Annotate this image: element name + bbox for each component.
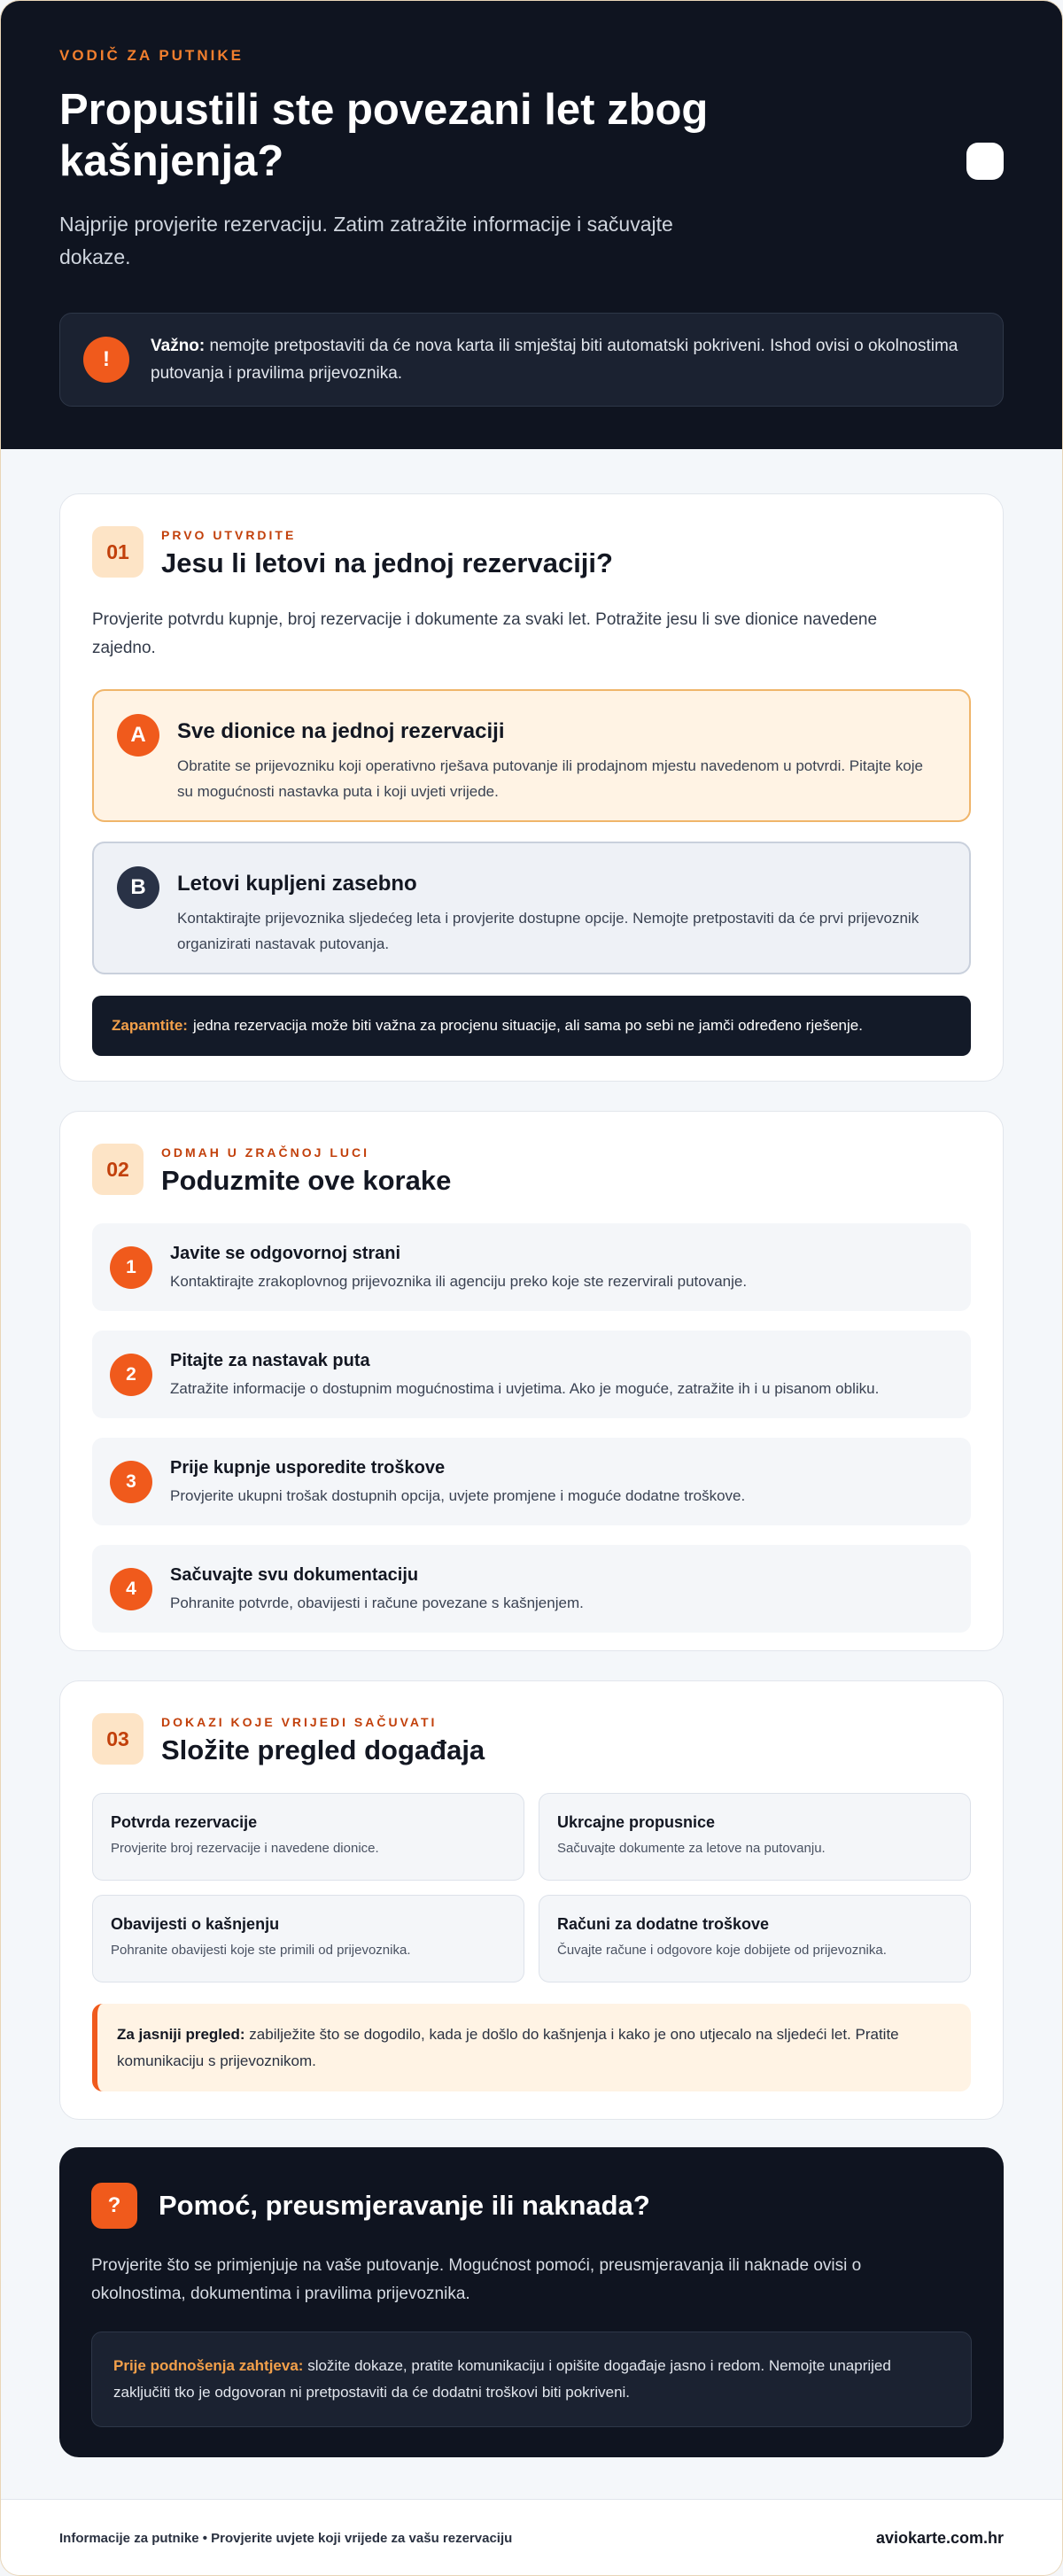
step-title: Sačuvajte svu dokumentaciju — [170, 1565, 419, 1585]
page-title: Propustili ste povezani let zbog kašnjenja? — [59, 86, 709, 185]
remember-text: jedna rezervacija može biti važna za procjenu situacije, ali sama po sebi ne jamči određeno rješenje. — [192, 1017, 863, 1034]
step-item — [92, 1223, 971, 1311]
step-title: Pitajte za nastavak puta — [170, 1351, 370, 1370]
evidence-item — [539, 1793, 971, 1881]
warning-icon: ! — [83, 337, 129, 383]
tip-strong: Za jasniji pregled: — [117, 2025, 245, 2043]
section-kicker: ODMAH U ZRAČNOJ LUCI — [161, 1145, 369, 1160]
option-separate-booking — [92, 842, 971, 974]
footer — [1, 2499, 1062, 2576]
step-number: 2 — [110, 1354, 152, 1396]
evidence-item — [92, 1895, 524, 1982]
step-item — [92, 1438, 971, 1525]
hero-decoration — [966, 143, 1004, 180]
important-notice — [59, 313, 1004, 407]
section-number: 03 — [92, 1713, 144, 1765]
step-title: Prije kupnje usporedite troškove — [170, 1458, 446, 1478]
step-item — [92, 1545, 971, 1633]
section-kicker: DOKAZI KOJE VRIJEDI SAČUVATI — [161, 1715, 438, 1729]
before-claim-strong: Prije podnošenja zahtjeva: — [113, 2357, 304, 2374]
section-number: 01 — [92, 526, 144, 578]
option-badge: B — [117, 866, 159, 909]
evidence-item — [539, 1895, 971, 1982]
tip-text — [117, 2021, 951, 2075]
section-number: 02 — [92, 1144, 144, 1195]
evidence-grid — [92, 1793, 971, 1982]
footer-site[interactable]: aviokarte.com.hr — [875, 2529, 1004, 2547]
footer-info: Informacije za putnike • Provjerite uvjete koji vrijede za vašu rezervaciju — [59, 2531, 513, 2546]
overview-tip — [92, 2004, 971, 2091]
section-title: Poduzmite ove korake — [161, 1165, 452, 1196]
evidence-text: Čuvajte račune i odgovore koje dobijete od prijevoznika. — [557, 1943, 887, 1958]
help-header — [91, 2183, 972, 2229]
option-title: Sve dionice na jednoj rezervaciji — [177, 719, 505, 743]
evidence-text: Pohranite obavijesti koje ste primili od prijevoznika. — [111, 1943, 411, 1958]
section-booking-check — [59, 493, 1004, 1082]
step-number: 3 — [110, 1461, 152, 1503]
hero-eyebrow: VODIČ ZA PUTNIKE — [59, 47, 244, 64]
help-section — [59, 2147, 1004, 2457]
step-title: Javite se odgovornoj strani — [170, 1244, 401, 1263]
step-text: Kontaktirajte zrakoplovnog prijevoznika ili agenciju preko koje ste rezervirali putovanje. — [170, 1273, 748, 1290]
remember-note — [92, 996, 971, 1056]
option-title: Letovi kupljeni zasebno — [177, 872, 417, 896]
before-claim-text — [113, 2353, 950, 2406]
section-airport-steps — [59, 1111, 1004, 1651]
section-header — [92, 1713, 971, 1766]
question-icon: ? — [91, 2183, 137, 2229]
option-single-booking — [92, 689, 971, 822]
tip-body: zabilježite što se dogodilo, kada je došlo do kašnjenja i kako je ono utjecalo na sljedeći let. Pratite komunikaciju s prijevoznikom. — [117, 2025, 899, 2069]
step-number: 4 — [110, 1568, 152, 1610]
section-header — [92, 526, 971, 579]
step-text: Zatražite informacije o dostupnim mogućnostima i uvjetima. Ako je moguće, zatražite ih i u pisanom obliku. — [170, 1380, 880, 1397]
before-claim-box — [91, 2332, 972, 2427]
help-description: Provjerite što se primjenjuje na vaše putovanje. Mogućnost pomoći, preusmjeravanja ili naknade ovisi o okolnostima, dokumentima i pravilima prijevoznika. — [91, 2256, 862, 2303]
section-title: Složite pregled događaja — [161, 1734, 485, 1765]
section-kicker: PRVO UTVRDITE — [161, 528, 297, 542]
section-header — [92, 1144, 971, 1197]
evidence-title: Računi za dodatne troškove — [557, 1915, 770, 1933]
option-text: Obratite se prijevozniku koji operativno rješava putovanje ili prodajnom mjestu navedenom u potvrdi. Pitajte koje su mogućnosti nastavka puta i koji uvjeti vrijede. — [177, 757, 923, 800]
before-claim-body: složite dokaze, pratite komunikaciju i opišite događaje jasno i redom. Nemojte unaprijed zaključiti tko je odgovoran ni pretpostaviti da će dodatni troškovi biti pokriveni. — [113, 2357, 891, 2401]
step-number: 1 — [110, 1246, 152, 1289]
option-text: Kontaktirajte prijevoznika sljedećeg leta i provjerite dostupne opcije. Nemojte pretpostaviti da će prvi prijevoznik organizirati nastavak putovanja. — [177, 910, 919, 952]
section-description: Provjerite potvrdu kupnje, broj rezervacije i dokumente za svaki let. Potražite jesu li sve dionice navedene zajedno. — [92, 610, 878, 657]
evidence-title: Obavijesti o kašnjenju — [111, 1915, 280, 1933]
notice-text — [151, 332, 980, 387]
evidence-text: Provjerite broj rezervacije i navedene dionice. — [111, 1841, 379, 1856]
section-title: Jesu li letovi na jednoj rezervaciji? — [161, 547, 613, 578]
step-item — [92, 1331, 971, 1418]
section-evidence — [59, 1680, 1004, 2120]
notice-strong: Važno: — [151, 337, 206, 355]
notice-body: nemojte pretpostaviti da će nova karta ili smještaj biti automatski pokriveni. Ishod ovisi o okolnostima putovanja i pravilima prijevoznika. — [151, 337, 958, 383]
evidence-title: Ukrcajne propusnice — [557, 1813, 716, 1831]
evidence-item — [92, 1793, 524, 1881]
hero-lead: Najprije provjerite rezervaciju. Zatim zatražite informacije i sačuvajte dokaze. — [59, 213, 673, 268]
step-text: Pohranite potvrde, obavijesti i račune povezane s kašnjenjem. — [170, 1594, 584, 1611]
evidence-title: Potvrda rezervacije — [111, 1813, 258, 1831]
remember-strong: Zapamtite: — [112, 1017, 188, 1034]
evidence-text: Sačuvajte dokumente za letove na putovanju. — [557, 1841, 826, 1856]
step-text: Provjerite ukupni trošak dostupnih opcija, uvjete promjene i moguće dodatne troškove. — [170, 1487, 746, 1504]
help-title: Pomoć, preusmjeravanje ili naknada? — [159, 2190, 650, 2221]
hero — [1, 1, 1062, 449]
option-badge: A — [117, 714, 159, 757]
